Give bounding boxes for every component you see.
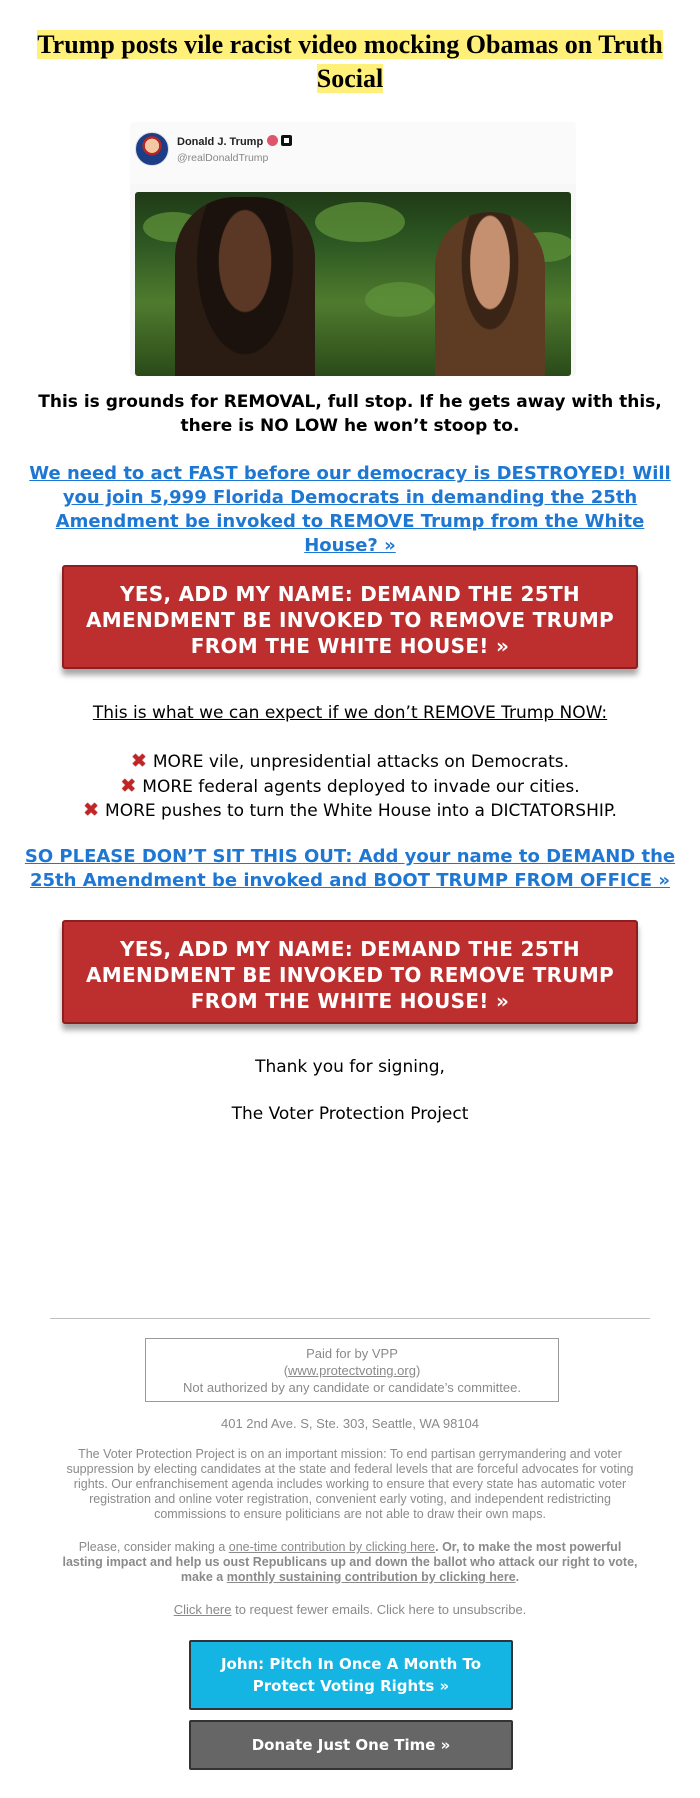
- video-figure-right: [435, 212, 545, 376]
- cross-mark-icon: ✖: [130, 750, 147, 772]
- add-my-name-button[interactable]: YES, ADD MY NAME: DEMAND THE 25TH AMENDMENT BE INVOKED TO REMOVE TRUMP FROM THE WHITE HOUSE! »: [62, 565, 638, 669]
- one-time-donate-button[interactable]: Donate Just One Time »: [189, 1720, 513, 1770]
- mailing-address: 401 2nd Ave. S, Ste. 303, Seattle, WA 98104: [220, 1416, 480, 1431]
- headline-text: Trump posts vile racist video mocking Obamas on Truth Social: [37, 30, 663, 93]
- one-time-contribution-link[interactable]: one-time contribution by clicking here: [228, 1540, 436, 1554]
- expect-heading: This is what we can expect if we don’t REMOVE Trump NOW:: [92, 703, 608, 723]
- paid-for-disclaimer: Paid for by VPP (www.protectvoting.org) Not authorized by any candidate or candidate’s committee.: [145, 1338, 559, 1402]
- monthly-contribution-link[interactable]: monthly sustaining contribution by clicking here: [226, 1570, 516, 1584]
- post-handle: @realDonaldTrump: [177, 152, 269, 164]
- list-item: ✖ MORE federal agents deployed to invade our cities.: [120, 774, 580, 797]
- post-author: Donald J. Trump: [177, 135, 292, 148]
- cross-mark-icon: ✖: [83, 799, 100, 821]
- thanks-text: Thank you for signing,: [255, 1057, 445, 1077]
- headline: [30, 28, 670, 96]
- petition-link[interactable]: We need to act FAST before our democracy is DESTROYED! Will you join 5,999 Florida Democrats in demanding the 25th Amendment be invoked to REMOVE Trump from the White House? »: [29, 463, 671, 556]
- website-link[interactable]: www.protectvoting.org: [288, 1363, 416, 1378]
- post-header: [130, 122, 576, 184]
- list-item: ✖ MORE vile, unpresidential attacks on Democrats.: [130, 750, 570, 772]
- cross-mark-icon: ✖: [120, 774, 137, 797]
- unsubscribe-text: Click here to request fewer emails. Click here to unsubscribe.: [173, 1602, 527, 1617]
- verified-badge-icon: [267, 135, 278, 146]
- video-figure-left: [175, 197, 315, 376]
- contribution-text: Please, consider making a one-time contribution by clicking here. Or, to make the most powerful lasting impact and help us oust Republicans up and down the ballot who attack our right to vote, make a monthly sustaining contribution by clicking here.: [62, 1540, 638, 1584]
- video-still: [135, 192, 571, 376]
- mission-statement: The Voter Protection Project is on an important mission: To end partisan gerrymandering and voter suppression by electing candidates at the state and federal levels that are forceful advocates for voting rights. Our enfranchisement agenda includes working to ensure that every state has automatic voter registration and online voter registration, convenient early voting, and independent redistricting commissions to ensure politicians are not able to draw their own maps.: [66, 1447, 634, 1521]
- platform-badge-icon: [281, 135, 292, 146]
- avatar: [135, 132, 169, 166]
- lead-text: This is grounds for REMOVAL, full stop. If he gets away with this, there is NO LOW he won’t stoop to.: [38, 392, 662, 436]
- list-item: ✖ MORE pushes to turn the White House into a DICTATORSHIP.: [83, 799, 617, 821]
- consequence-list: [20, 750, 680, 824]
- fewer-emails-link[interactable]: Click here: [173, 1602, 232, 1617]
- footer-divider: [50, 1318, 650, 1319]
- signature: The Voter Protection Project: [231, 1104, 469, 1124]
- monthly-donate-button[interactable]: John: Pitch In Once A Month To Protect Voting Rights »: [189, 1640, 513, 1710]
- add-my-name-button-2[interactable]: YES, ADD MY NAME: DEMAND THE 25TH AMENDMENT BE INVOKED TO REMOVE TRUMP FROM THE WHITE HOUSE! »: [62, 920, 638, 1024]
- boot-trump-link[interactable]: SO PLEASE DON’T SIT THIS OUT: Add your name to DEMAND the 25th Amendment be invoked and BOOT TRUMP FROM OFFICE »: [24, 846, 676, 891]
- embedded-post-image: [130, 122, 576, 376]
